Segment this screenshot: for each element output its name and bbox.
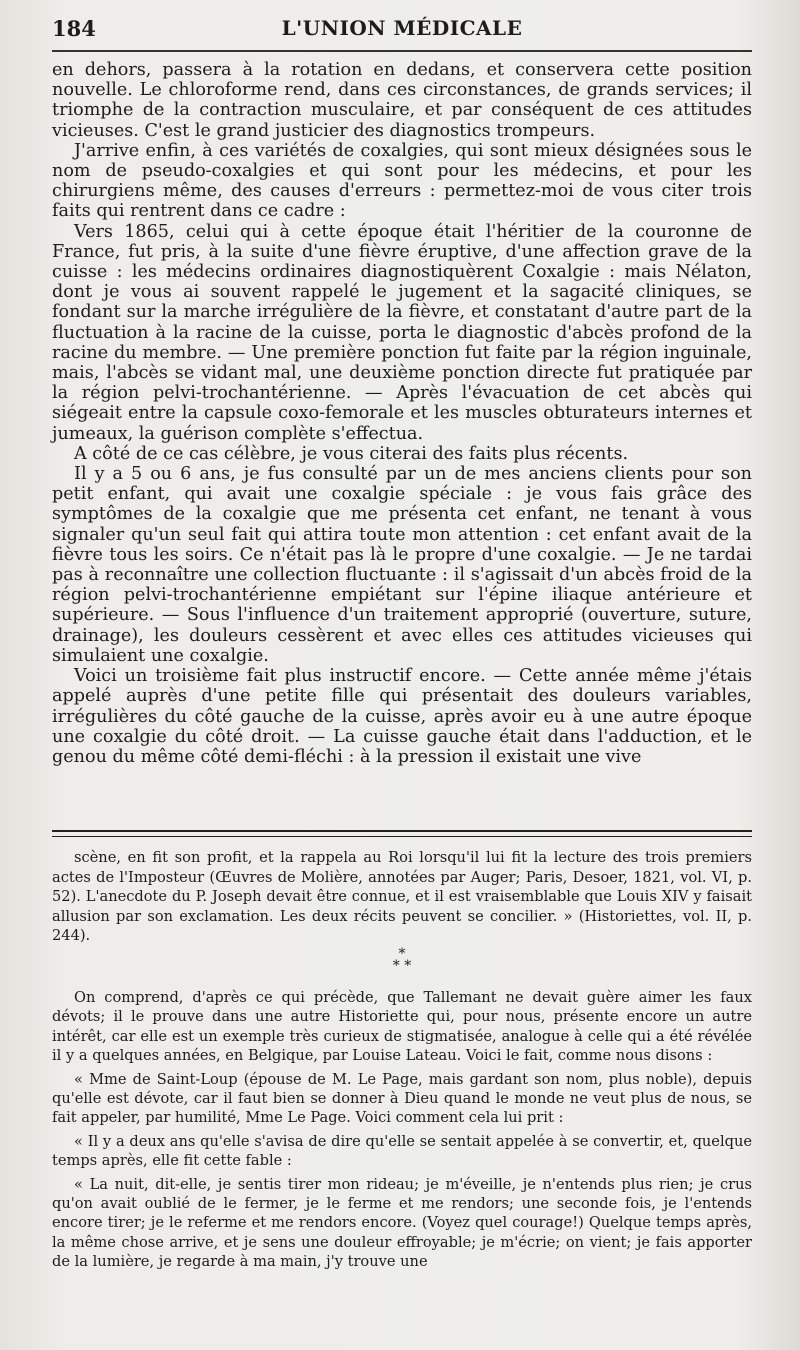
paragraph: en dehors, passera à la rotation en dedans, et conservera cette position nouvelle. Le chloroforme rend, dans ces circonstances, de grands services; il triomphe de la contraction musculaire, et par conséquent de ces attitudes vicieuses. C'est le grand justicier des diagnostics trompeurs. (52, 60, 752, 141)
section-rule (52, 830, 752, 832)
quote-paragraph: « La nuit, dit-elle, je sentis tirer mon rideau; je m'éveille, je n'entends plus rien; je crus qu'on avait oublié de le fermer, je le ferme et me rendors; une seconde fois, je l'entends encore tirer; je le referme et me rendors encore. (Voyez quel courage!) Quelque temps après, la même chose arrive, et je sens une douleur effroyable; je m'écrie; on vient; je fais apporter de la lumière, je regarde à ma main, j'y trouve une (52, 1175, 752, 1271)
paragraph: A côté de ce cas célèbre, je vous citerai des faits plus récents. (74, 443, 629, 464)
paragraph: Voici un troisième fait plus instructif encore. — Cette année même j'étais appelé auprès d'une petite fille qui présentait des douleurs variables, irrégulières du côté gauche de la cuisse, après avoir eu à une autre époque une coxalgie du côté droit. — La cuisse gauche était dans l'adduction, et le genou du même côté demi-fléchi : à la pression il existait une vive (52, 666, 752, 767)
quote-paragraph: « Mme de Saint-Loup (épouse de M. Le Page, mais gardant son nom, plus noble), depuis qu'elle est dévote, car il faut bien se donner à Dieu quand le monde ne veut plus de nous, se fait appeler, par humilité, Mme Le Page. Voici comment cela lui prit : (52, 1070, 752, 1127)
paragraph: Vers 1865, celui qui à cette époque était l'héritier de la couronne de France, fut pris, à la suite d'une fièvre éruptive, d'une affection grave de la cuisse : les médecins ordinaires diagnostiquèrent Coxalgie : mais Nélaton, dont je vous ai souvent rappelé le jugement et la sagacité cliniques, se fondant sur la marche irrégulière de la fièvre, et constatant d'autre part de la fluctuation à la racine de la cuisse, porta le diagnostic d'abcès profond de la racine du membre. — Une première ponction fut faite par la région inguinale, mais, l'abcès se vidant mal, une deuxième ponction directe fut pratiquée par la région pelvi-trochantérienne. — Après l'évacuation de cet abcès qui siégeait entre la capsule coxo-femorale et les muscles obturateurs internes et jumeaux, la guérison complète s'effectua. (52, 221, 752, 444)
paragraph: J'arrive enfin, à ces variétés de coxalgies, qui sont mieux désignées sous le nom de pseudo-coxalgies et qui sont pour les médecins, et pour les chirurgiens même, des causes d'erreurs : permettez-moi de vous citer trois faits qui rentrent dans ce cadre : (52, 140, 752, 222)
star-bottom: * * (392, 958, 412, 974)
quote-paragraph: « Il y a deux ans qu'elle s'avisa de dire qu'elle se sentait appelée à se convertir, et, quelque temps après, elle fit cette fable : (52, 1132, 752, 1170)
star-top: * (398, 946, 406, 962)
running-title: L'UNION MÉDICALE (281, 16, 523, 40)
page-number: 184 (52, 16, 96, 41)
paragraph: Il y a 5 ou 6 ans, je fus consulté par un de mes anciens clients pour son petit enfant, qui avait une coxalgie spéciale : je vous fais grâce des symptômes de la coxalgie que me présenta cet enfant, ne tenant à vous signaler qu'un seul fait qui attira toute mon attention : cet enfant avait de la fièvre tous les soirs. Ce n'était pas là le propre d'une coxalgie. — Je ne tardai pas à reconnaître une collection fluctuante : il s'agissait d'un abcès froid de la région pelvi-trochantérienne empiétant sur l'épine iliaque antérieure et supérieure. — Sous l'influence d'un traitement approprié (ouverture, suture, drainage), les douleurs cessèrent et avec elles ces attitudes vicieuses qui simulaient une coxalgie. (52, 464, 752, 666)
header-rule (52, 50, 752, 52)
second-article (52, 988, 752, 1272)
footnote-text: scène, en fit son profit, et la rappela au Roi lorsqu'il lui fit la lecture des trois premiers actes de l'Imposteur (Œuvres de Molière, annotées par Auger; Paris, Desoer, 1821, vol. VI, p. 52). L'anecdote du P. Joseph devait être connue, et il est vraisemblable que Louis XIV y faisait allusion par son exclamation. Les deux récits peuvent se concilier. » (Historiettes, vol. II, p. 244). (52, 849, 752, 945)
paragraph: On comprend, d'après ce qui précède, que Tallemant ne devait guère aimer les faux dévots; il le prouve dans une autre Historiette qui, pour nous, présente encore un autre intérêt, car elle est un exemple très curieux de stigmatisée, analogue à celle qui a été révélée il y a quelques années, en Belgique, par Louise Lateau. Voici le fait, comme nous disons : (52, 989, 752, 1065)
page-header (52, 14, 752, 46)
section-rule-thin (52, 836, 752, 837)
footnote (52, 848, 752, 946)
separator-stars (52, 948, 752, 972)
main-text (52, 60, 752, 767)
